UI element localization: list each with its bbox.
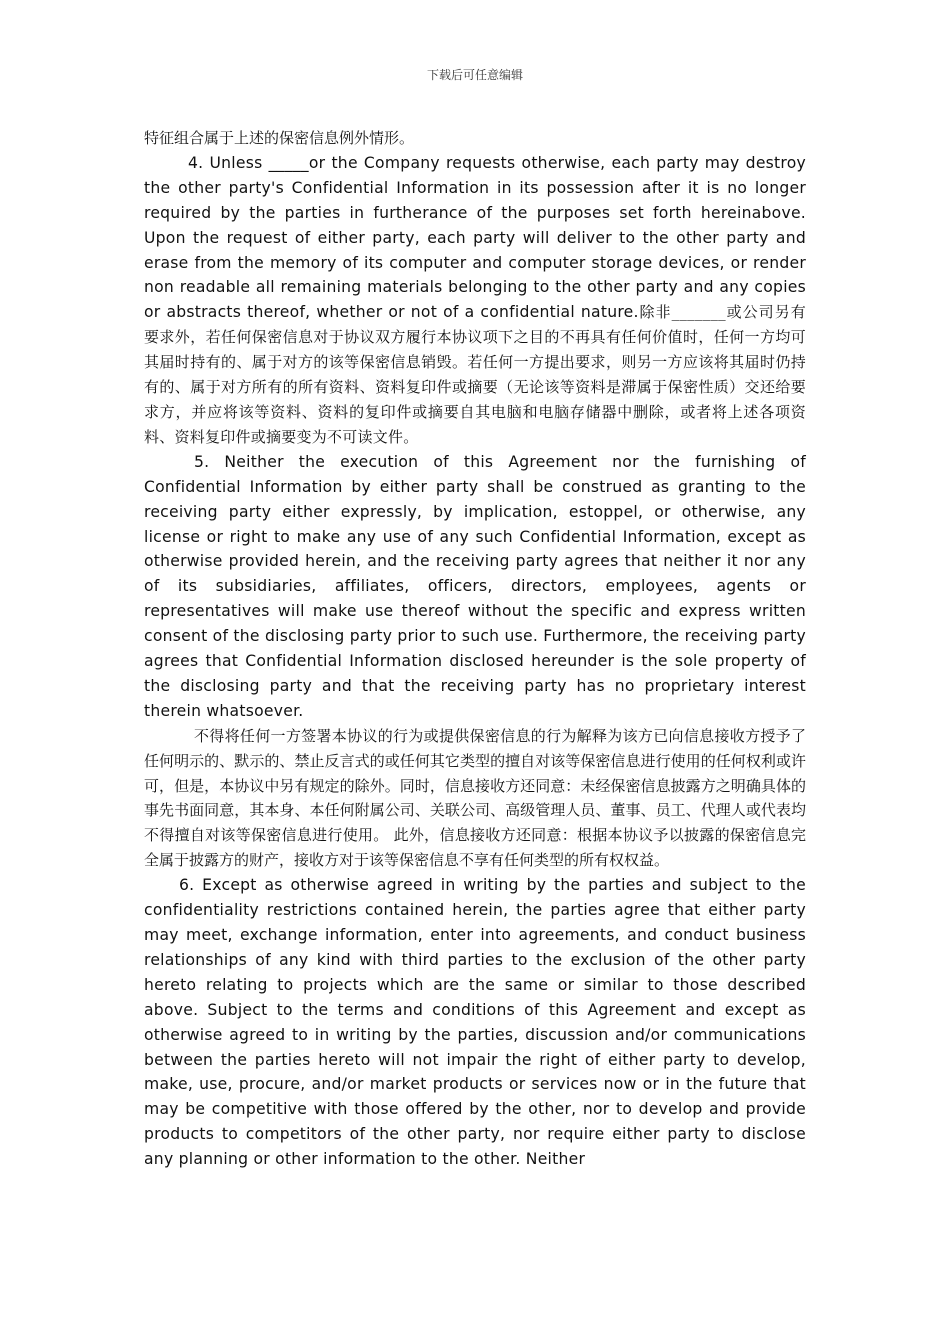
clause-4-zh-text: 除非_______或公司另有要求外，若任何保密信息对于协议双方履行本协议项下之目的不再具有任何价值时，任何一方均可其届时持有的、属于对方的该等保密信息销毁。若任何一方提出要求，则另一方应该将其届时仍持有的、属于对方所有的所有资料、资料复印件或摘要（无论该等资料是滞属于保密性质）交还给要求方，并应将该等资料、资料的复印件或摘要自其电脑和电脑存储器中删除，或者将上述各项资料、资料复印件或摘要变为不可读文件。 bbox=[144, 303, 806, 446]
document-body bbox=[144, 126, 806, 1172]
paragraph-continuation-zh: 特征组合属于上述的保密信息例外情形。 bbox=[144, 129, 415, 147]
page-header: 下载后可任意编辑 bbox=[426, 68, 523, 82]
clause-4-en-text: 4. Unless _____or the Company requests otherwise, each party may destroy the other party's Confidential Information in its possession after it is no longer required by the parties in furtherance of the purposes set forth hereinabove. Upon the request of either party, each party will deliver to the other party and erase from the memory of its computer and computer storage devices, or render non readable all remaining materials belonging to the other party and any copies or abstracts thereof, whether or not of a confidential nature. bbox=[144, 153, 806, 322]
clause-4-en bbox=[144, 151, 806, 450]
clause-5-en: 5. Neither the execution of this Agreement nor the furnishing of Confidential Information by either party shall be construed as granting to the receiving party either expressly, by implication, estoppel, or otherwise, any license or right to make any use of any such Confidential Information, except as otherwise provided herein, and the receiving party agrees that neither it nor any of its subsidiaries, affiliates, officers, directors, employees, agents or representatives will make use thereof without the specific and express written consent of the disclosing party prior to such use. Furthermore, the receiving party agrees that Confidential Information disclosed hereunder is the sole property of the disclosing party and that the receiving party has no proprietary interest therein whatsoever. bbox=[144, 452, 806, 720]
clause-6-en: 6. Except as otherwise agreed in writing by the parties and subject to the confidentiality restrictions contained herein, the parties agree that either party may meet, exchange information, enter into agreements, and conduct business relationships of any kind with third parties to the exclusion of the other party hereto relating to projects which are the same or similar to those described above. Subject to the terms and conditions of this Agreement and except as otherwise agreed to in writing by the parties, discussion and/or communications between the parties hereto will not impair the right of either party to develop, make, use, procure, and/or market products or services now or in the future that may be competitive with those offered by the other, nor to develop and provide products to competitors of the other party, nor require either party to disclose any planning or other information to the other. Neither bbox=[144, 876, 806, 1169]
clause-5-zh: 不得将任何一方签署本协议的行为或提供保密信息的行为解释为该方已向信息接收方授予了任何明示的、默示的、禁止反言式的或任何其它类型的擅自对该等保密信息进行使用的任何权利或许可，但是，本协议中另有规定的除外。同时，信息接收方还同意：未经保密信息披露方之明确具体的事先书面同意，其本身、本任何附属公司、关联公司、高级管理人员、董事、员工、代理人或代表均不得擅自对该等保密信息进行使用。 此外，信息接收方还同意：根据本协议予以披露的保密信息完全属于披露方的财产，接收方对于该等保密信息不享有任何类型的所有权权益。 bbox=[144, 726, 806, 870]
